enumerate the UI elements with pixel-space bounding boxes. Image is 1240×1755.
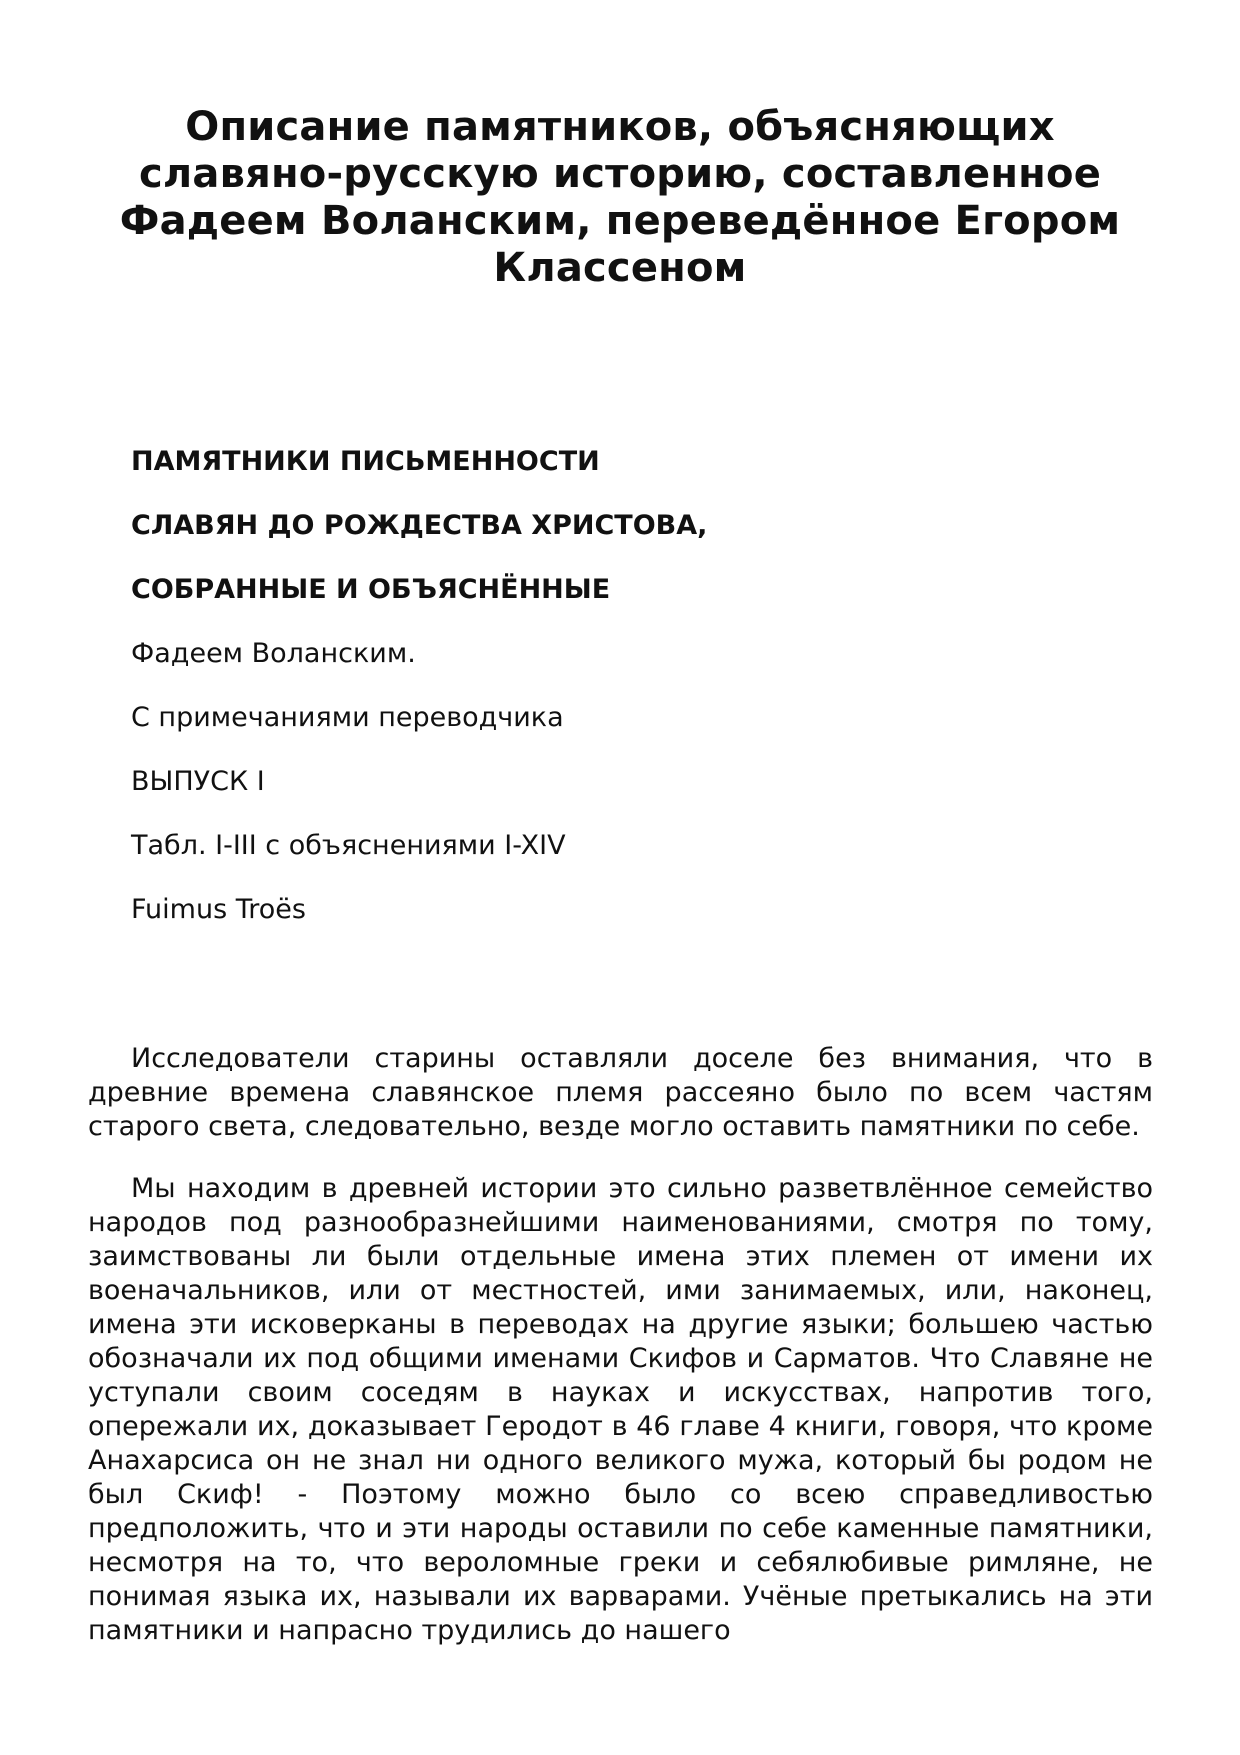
front-heading-2: СЛАВЯН ДО РОЖДЕСТВА ХРИСТОВА, (131, 510, 708, 541)
front-tables: Табл. I-III с объяснениями I-XIV (131, 830, 566, 861)
title-line-1: Описание памятников, объясняющих (185, 104, 1055, 150)
front-matter (131, 430, 1131, 942)
paragraph-2: Мы находим в древней истории это сильно разветвлённое семейство народов под разнообразнейшими наименованиями, смотря по тому, заимствованы ли были отдельные имена этих племен от имени их военачальников, или от местностей, ими занимаемых, или, наконец, имена эти исковерканы в переводах на другие языки; большею частью обозначали их под общими именами Скифов и Сарматов. Что Славяне не уступали своим соседям в науках и искусствах, напротив того, опережали их, доказывает Геродот в 46 главе 4 книги, говоря, что кроме Анахарсиса он не знал ни одного великого мужа, который бы родом не был Скиф! - Поэтому можно было со всею справедливостью предположить, что и эти народы оставили по себе каменные памятники, несмотря на то, что вероломные греки и себялюбивые римляне, не понимая языка их, называли их варварами. Учёные претыкались на эти памятники и напрасно трудились до нашего (88, 1173, 1153, 1646)
front-motto: Fuimus Troës (131, 894, 306, 925)
title-line-4: Классеном (493, 245, 747, 291)
paragraph-1: Исследователи старины оставляли доселе без внимания, что в древние времена славянское племя рассеяно было по всем частям старого света, следовательно, везде могло оставить памятники по себе. (88, 1043, 1153, 1142)
document-title (80, 104, 1160, 292)
front-notes: С примечаниями переводчика (131, 702, 564, 733)
body-text (88, 1042, 1153, 1676)
title-line-3: Фадеем Воланским, переведённое Егором (119, 198, 1121, 244)
front-heading-3: СОБРАННЫЕ И ОБЪЯСНЁННЫЕ (131, 574, 611, 605)
front-heading-1: ПАМЯТНИКИ ПИСЬМЕННОСТИ (131, 446, 600, 477)
front-issue: ВЫПУСК I (131, 766, 265, 797)
front-author: Фадеем Воланским. (131, 638, 416, 669)
title-line-2: славяно-русскую историю, составленное (138, 151, 1102, 197)
